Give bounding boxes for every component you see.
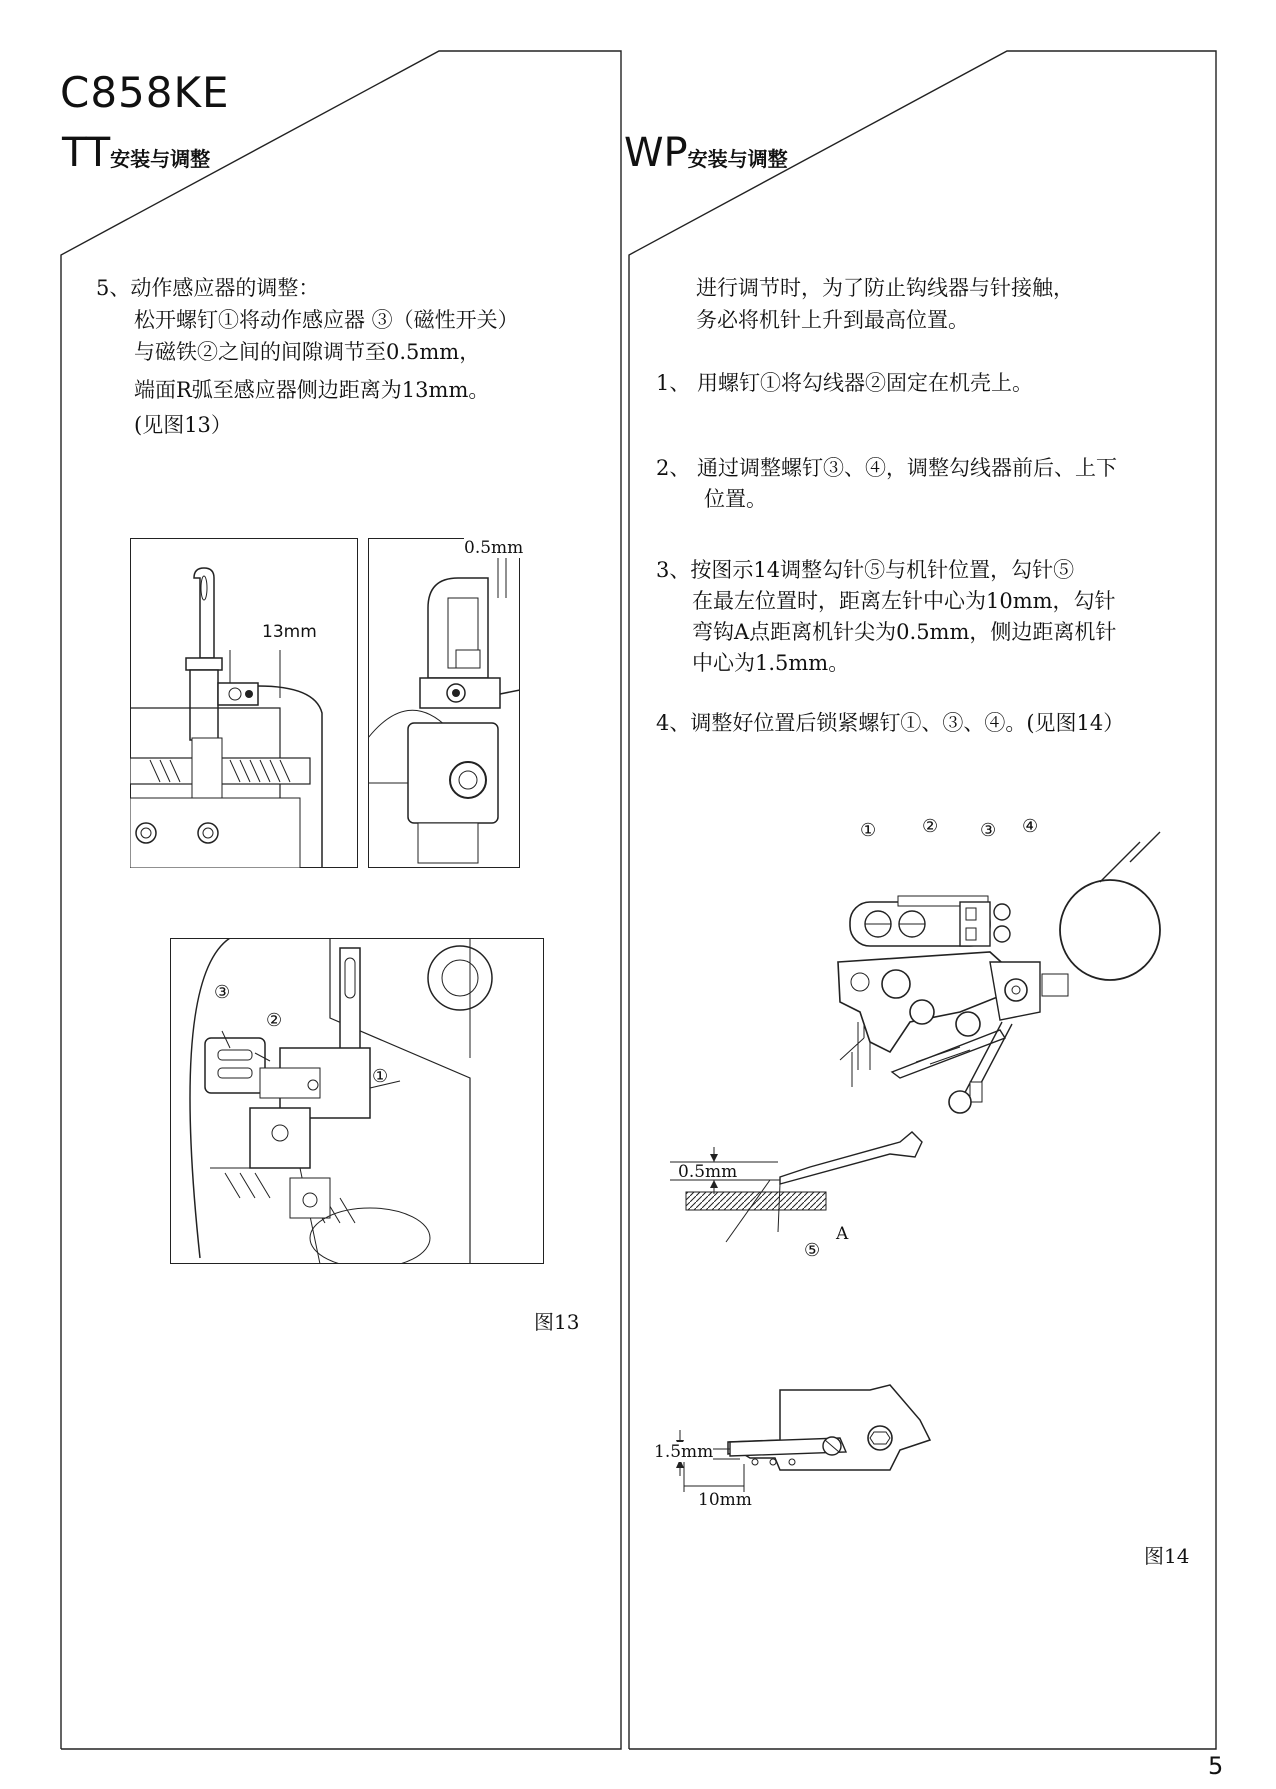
hook-marker-1: ① (860, 820, 877, 841)
right-intro-1: 进行调节时，为了防止钩线器与针接触， (696, 276, 1074, 300)
left-line-3: 端面R弧至感应器侧边距离为13mm。 (134, 378, 490, 402)
right-step-4: 4、调整好位置后锁紧螺钉①、③、④。(见图14） (656, 711, 1125, 735)
left-section-title: 安装与调整 (110, 147, 211, 171)
left-line-4: (见图13） (134, 413, 232, 437)
side-dim-1-5mm: 1.5mm (654, 1442, 714, 1462)
right-section-title: 安装与调整 (687, 147, 788, 171)
hook-point-a: A (836, 1224, 849, 1244)
side-dim-10mm: 10mm (698, 1490, 752, 1510)
photo-sensor-assembly (170, 938, 544, 1264)
hook-dim-0-5mm: 0.5mm (678, 1162, 738, 1182)
left-figure-caption: 图13 (534, 1310, 580, 1334)
right-intro-2: 务必将机针上升到最高位置。 (696, 308, 969, 332)
right-step-1: 1、 用螺钉①将勾线器②固定在机壳上。 (656, 371, 1034, 395)
page-number: 5 (1208, 1752, 1224, 1780)
photo1-distance-label: 13mm (262, 622, 317, 642)
photo-sensor-gap (368, 538, 524, 868)
model-number: C858KE (60, 68, 230, 117)
right-step-3-line-4: 中心为1.5mm。 (692, 651, 850, 675)
hook-marker-4: ④ (1022, 816, 1039, 837)
right-section-code: WP (624, 130, 688, 176)
right-step-2-line-1: 2、 通过调整螺钉③、④，调整勾线器前后、上下 (656, 456, 1118, 480)
left-line-2: 与磁铁②之间的间隙调节至0.5mm， (134, 340, 481, 364)
photo3-marker-1: ① (372, 1066, 389, 1087)
photo2-gap-label: 0.5mm (464, 538, 524, 558)
left-heading: 5、动作感应器的调整： (96, 276, 320, 300)
hook-marker-2: ② (922, 816, 939, 837)
right-step-3-line-1: 3、按图示14调整勾针⑤与机针位置，勾针⑤ (656, 558, 1075, 582)
hook-marker-5: ⑤ (804, 1240, 821, 1261)
right-section-header (624, 130, 788, 176)
photo3-marker-3: ③ (214, 982, 231, 1003)
left-line-1: 松开螺钉①将动作感应器 ③（磁性开关） (134, 308, 519, 332)
left-section-code: TT (62, 130, 111, 176)
right-step-3-line-3: 弯钩A点距离机针尖为0.5mm，侧边距离机针 (692, 620, 1117, 644)
diagram-hook-assembly (660, 812, 1220, 1262)
photo-sensor-distance (130, 538, 358, 868)
right-figure-caption: 图14 (1144, 1544, 1190, 1568)
hook-marker-3: ③ (980, 820, 997, 841)
left-section-header (62, 130, 210, 176)
right-step-3-line-2: 在最左位置时，距离左针中心为10mm，勾针 (692, 589, 1116, 613)
photo3-marker-2: ② (266, 1010, 283, 1031)
diagram-hook-side-view (654, 1380, 1080, 1510)
right-step-2-line-2: 位置。 (704, 487, 767, 511)
